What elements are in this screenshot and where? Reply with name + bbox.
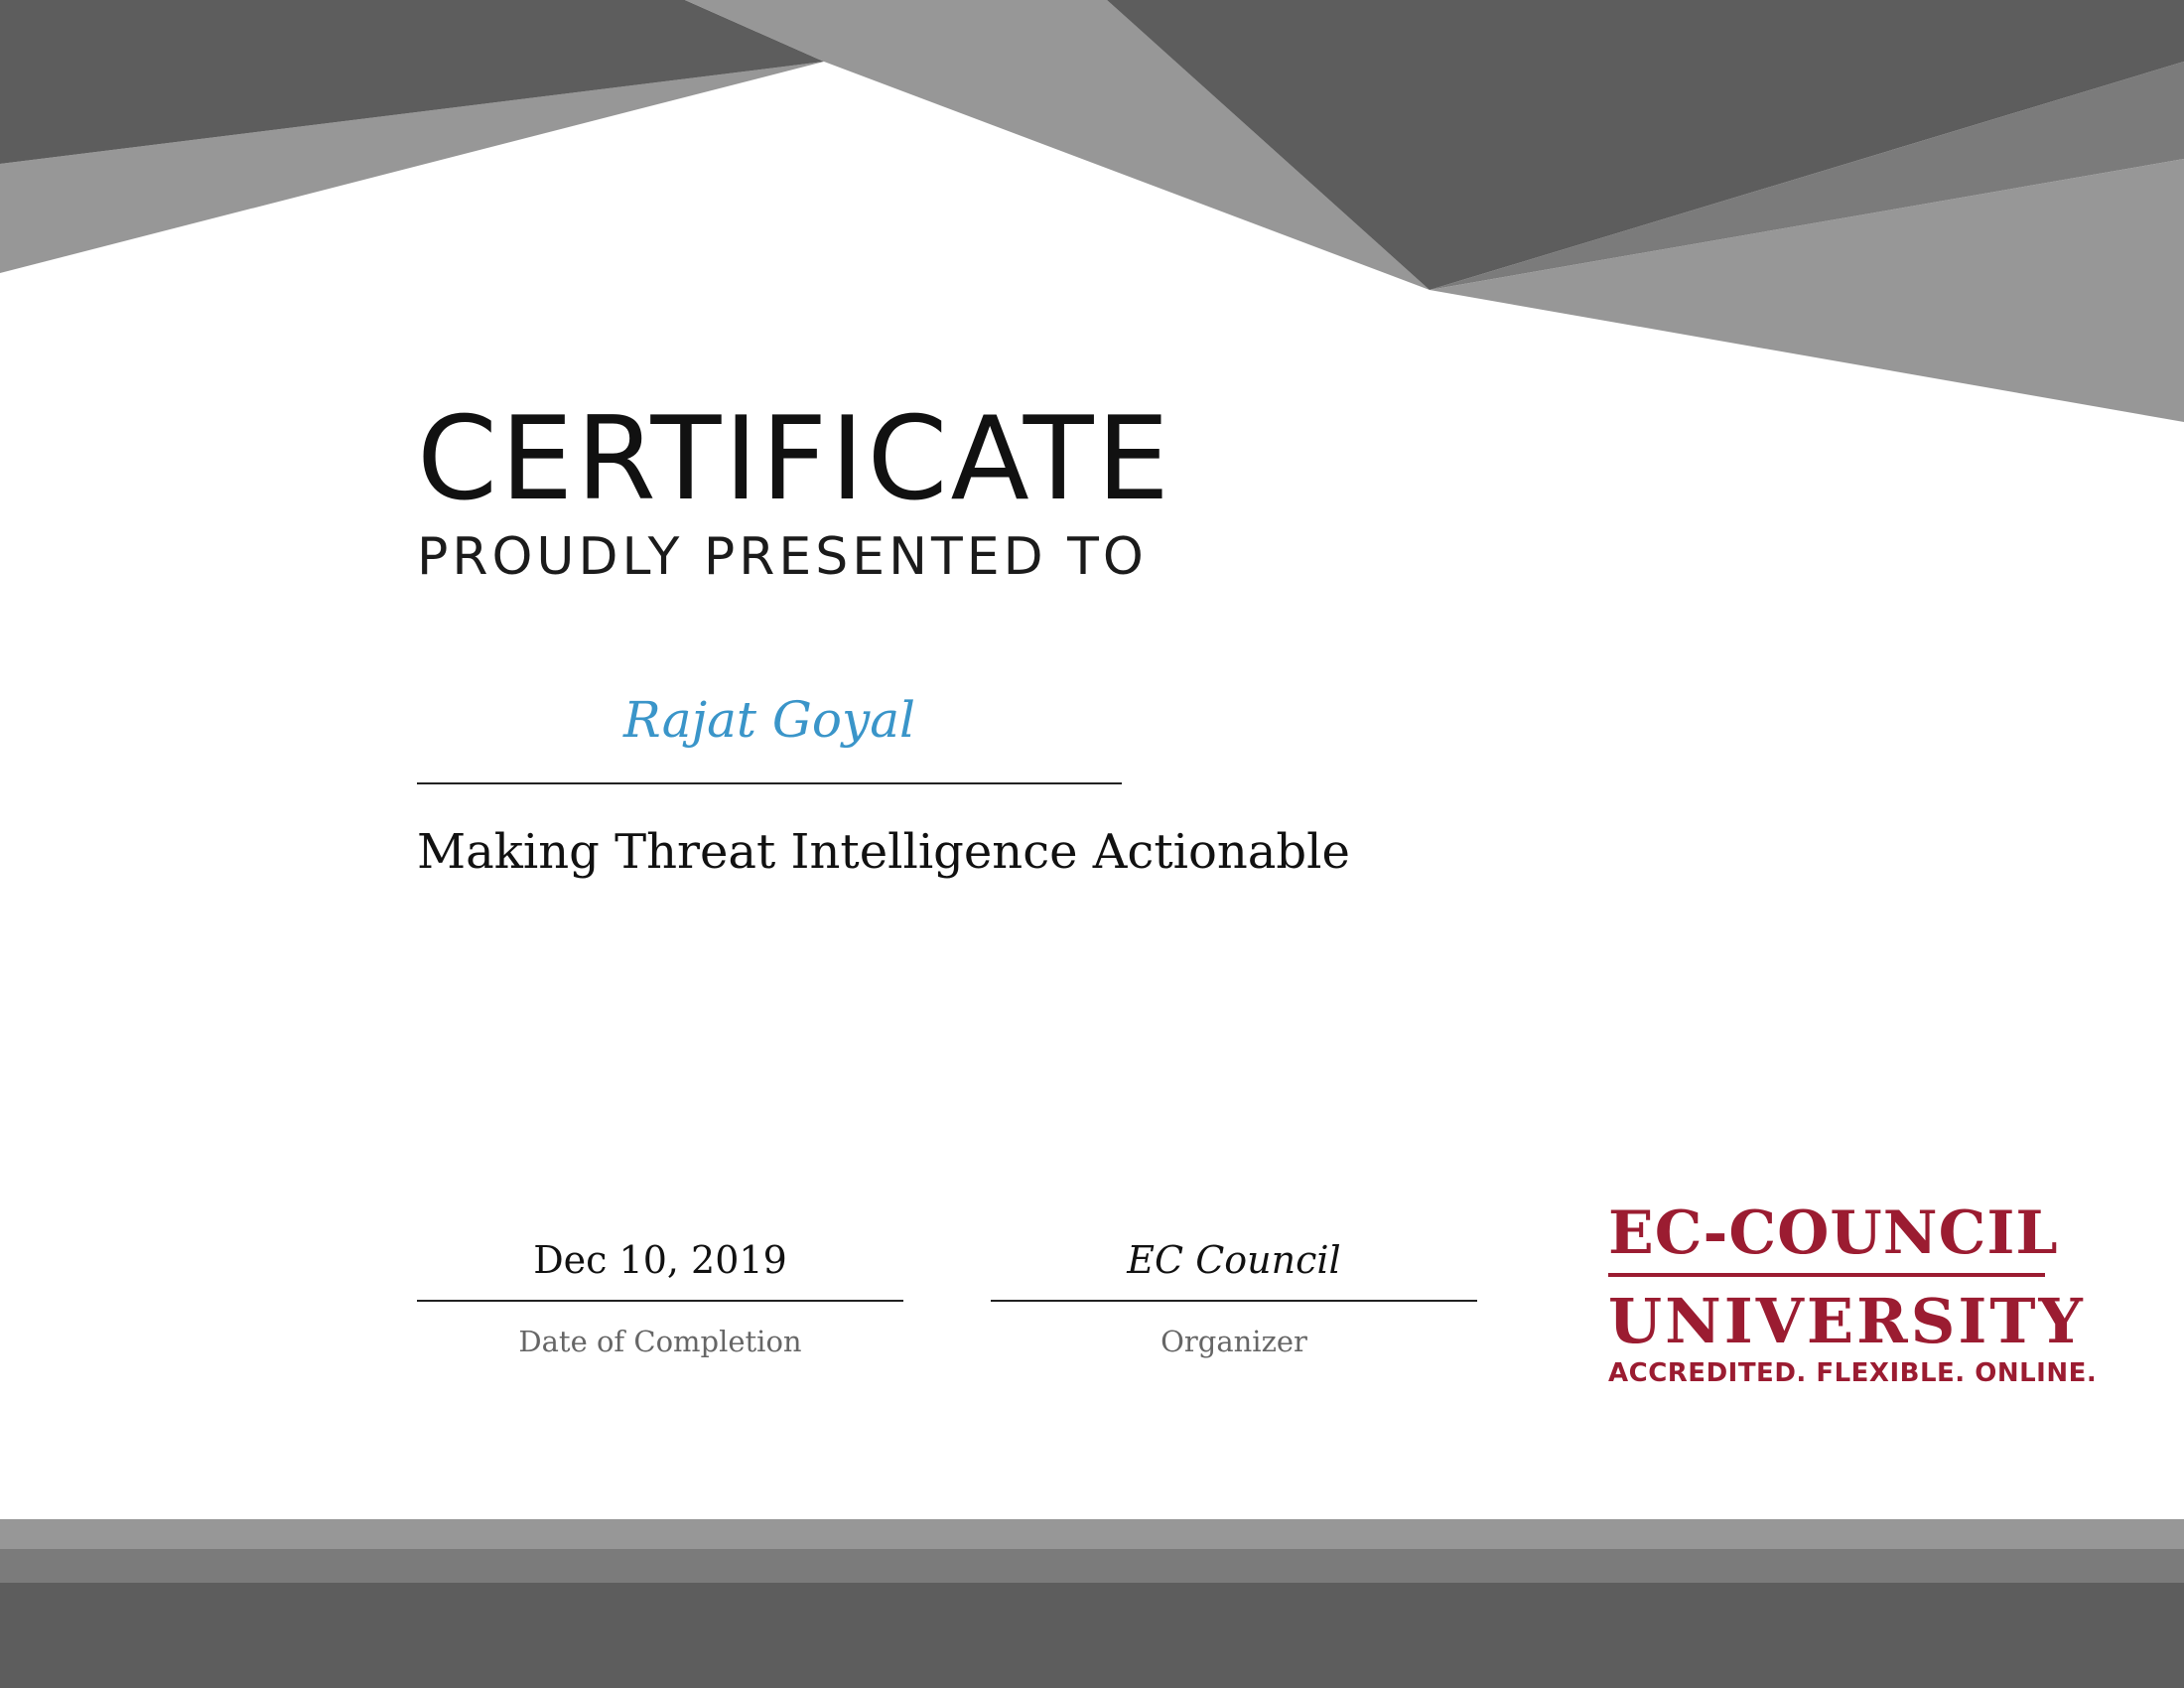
bottom-band-dark (0, 1583, 2184, 1688)
completion-date: Dec 10, 2019 (533, 1238, 787, 1282)
certificate-subtitle: PROUDLY PRESENTED TO (417, 527, 1148, 587)
organizer-name: EC Council (1127, 1238, 1341, 1282)
bottom-band-light (0, 1519, 2184, 1549)
date-signature-line (417, 1300, 903, 1302)
bottom-band-mid (0, 1549, 2184, 1583)
course-title: Making Threat Intelligence Actionable (417, 824, 1350, 880)
ec-council-university-logo (1608, 1198, 2098, 1388)
recipient-name: Rajat Goyal (623, 691, 915, 749)
logo-tagline: ACCREDITED. FLEXIBLE. ONLINE. (1608, 1358, 2098, 1388)
top-decorative-banner (0, 0, 2184, 427)
date-label: Date of Completion (518, 1325, 802, 1358)
recipient-underline (417, 782, 1122, 784)
title-block (417, 392, 1172, 587)
organizer-signature-line (991, 1300, 1477, 1302)
logo-ec-council-text: EC-COUNCIL (1608, 1198, 2059, 1268)
organizer-label: Organizer (1160, 1325, 1307, 1358)
logo-university-text: UNIVERSITY (1608, 1285, 2086, 1357)
certificate-title: CERTIFICATE (417, 392, 1172, 526)
logo-divider (1608, 1273, 2045, 1277)
